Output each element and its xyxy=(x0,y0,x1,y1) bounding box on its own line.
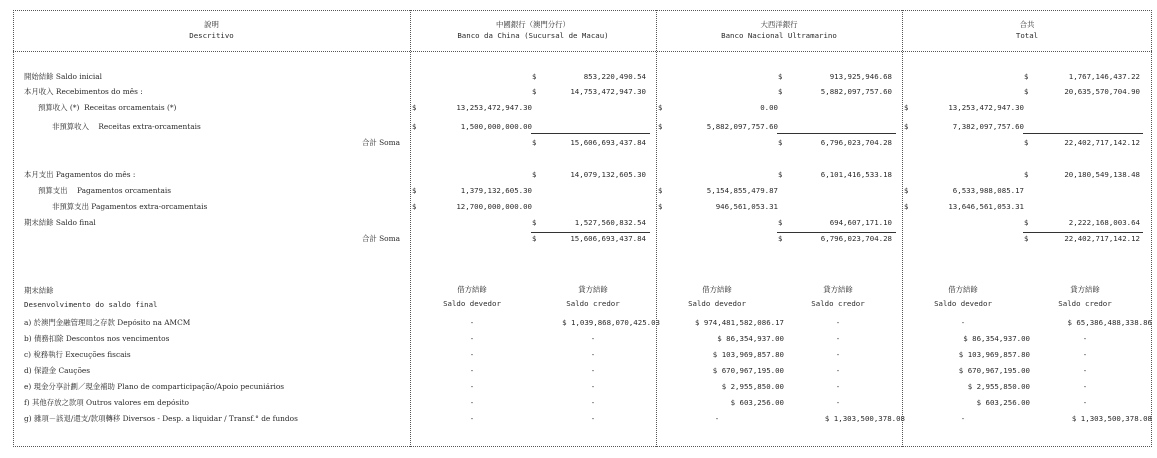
header-bnu-zh: 大西洋銀行 xyxy=(760,20,798,29)
final-col-header-zh: 貸方結餘 xyxy=(823,285,853,294)
final-col-header-pt: Saldo credor xyxy=(566,299,620,308)
sum-line xyxy=(777,133,896,134)
final-col-header-zh: 借方結餘 xyxy=(457,285,487,294)
amount-cell: $ 2,955,850.00 xyxy=(967,382,1030,391)
amount-cell: 5,154,855,479.87 xyxy=(706,186,778,195)
dash-cell: - xyxy=(835,398,841,407)
currency-symbol: $ xyxy=(1024,218,1029,227)
row-label: 非預算收入 Receitas extra-orcamentais xyxy=(52,122,201,131)
dash-cell: - xyxy=(1082,350,1088,359)
amount-cell: 15,606,693,437.84 xyxy=(570,138,646,147)
currency-symbol: $ xyxy=(1024,234,1029,243)
amount-cell: 2,222,168,003.64 xyxy=(1068,218,1140,227)
dash-cell: - xyxy=(1082,334,1088,343)
amount-cell: $ 86,354,937.00 xyxy=(963,334,1030,343)
dash-cell: - xyxy=(590,350,596,359)
currency-symbol: $ xyxy=(412,186,417,195)
currency-symbol: $ xyxy=(778,170,783,179)
amount-cell: $ 103,969,857.80 xyxy=(712,350,784,359)
dash-cell: - xyxy=(960,414,966,423)
amount-cell: 1,527,560,832.54 xyxy=(574,218,646,227)
row-label: 預算支出 Pagamentos orcamentais xyxy=(38,186,172,195)
dash-cell: - xyxy=(469,414,475,423)
amount-cell: 6,101,416,533.18 xyxy=(820,170,892,179)
dash-cell: - xyxy=(590,334,596,343)
dash-cell: - xyxy=(590,382,596,391)
amount-cell: 20,180,549,138.48 xyxy=(1064,170,1140,179)
final-row-label: e) 現金分享計劃／現金補助 Plano de comparticipação/Apoio pecuniários xyxy=(24,382,285,391)
currency-symbol: $ xyxy=(532,138,537,147)
row-label: 期末結餘 Saldo final xyxy=(24,218,96,227)
dash-cell: - xyxy=(590,414,596,423)
row-label: 開始結餘 Saldo inicial xyxy=(24,72,103,81)
currency-symbol: $ xyxy=(778,218,783,227)
amount-cell: 6,796,023,704.28 xyxy=(820,138,892,147)
amount-cell: 694,607,171.10 xyxy=(829,218,892,227)
amount-cell: 853,220,490.54 xyxy=(583,72,646,81)
dash-cell: - xyxy=(469,398,475,407)
dash-cell: - xyxy=(469,382,475,391)
header-divider xyxy=(13,51,1152,52)
amount-cell: 6,796,023,704.28 xyxy=(820,234,892,243)
final-col-header-pt: Saldo credor xyxy=(811,299,865,308)
amount-cell: 6,533,988,085.17 xyxy=(952,186,1024,195)
final-col-header-zh: 借方結餘 xyxy=(948,285,978,294)
currency-symbol: $ xyxy=(1024,138,1029,147)
dash-cell: - xyxy=(590,398,596,407)
currency-symbol: $ xyxy=(412,202,417,211)
currency-symbol: $ xyxy=(658,103,663,112)
amount-cell: $ 974,481,582,086.17 xyxy=(695,318,784,327)
column-divider xyxy=(410,10,411,447)
header-bnu-pt: Banco Nacional Ultramarino xyxy=(721,31,837,40)
currency-symbol: $ xyxy=(532,218,537,227)
sum-line xyxy=(531,133,650,134)
currency-symbol: $ xyxy=(532,72,537,81)
currency-symbol: $ xyxy=(658,122,663,131)
currency-symbol: $ xyxy=(412,122,417,131)
amount-cell: $ 103,969,857.80 xyxy=(958,350,1030,359)
currency-symbol: $ xyxy=(904,186,909,195)
amount-cell: $ 2,955,850.00 xyxy=(721,382,784,391)
header-boc-zh: 中國銀行（澳門分行） xyxy=(496,20,570,29)
currency-symbol: $ xyxy=(904,122,909,131)
dash-cell: - xyxy=(469,318,475,327)
row-label: 非預算支出 Pagamentos extra-orcamentais xyxy=(52,202,208,211)
header-total-pt: Total xyxy=(1015,31,1039,40)
dash-cell: - xyxy=(469,350,475,359)
amount-cell: 913,925,946.68 xyxy=(829,72,892,81)
header-boc-pt: Banco da China (Sucursal de Macau) xyxy=(457,31,609,40)
sum-line xyxy=(531,232,650,233)
final-row-label: d) 保證金 Cauções xyxy=(24,366,91,375)
currency-symbol: $ xyxy=(778,87,783,96)
amount-cell: $ 1,303,500,378.08 xyxy=(1071,414,1152,423)
final-col-header-pt: Saldo devedor xyxy=(688,299,746,308)
currency-symbol: $ xyxy=(532,234,537,243)
currency-symbol: $ xyxy=(904,202,909,211)
final-col-header-zh: 貸方結餘 xyxy=(578,285,608,294)
final-col-header-pt: Saldo devedor xyxy=(443,299,501,308)
row-label: 本月支出 Pagamentos do mês : xyxy=(24,170,136,179)
final-row-label: f) 其他存放之款項 Outros valores em depósito xyxy=(24,398,190,407)
amount-cell: 13,646,561,053.31 xyxy=(948,202,1024,211)
row-label: 本月收入 Recebimentos do mês : xyxy=(24,87,143,96)
final-col-header-zh: 貸方結餘 xyxy=(1070,285,1100,294)
amount-cell: 1,379,132,605.30 xyxy=(460,186,532,195)
currency-symbol: $ xyxy=(412,103,417,112)
final-title-zh: 期末結餘 xyxy=(24,286,54,295)
dash-cell: - xyxy=(1082,398,1088,407)
currency-symbol: $ xyxy=(1024,170,1029,179)
header-desc-pt: Descritivo xyxy=(189,31,234,40)
amount-cell: $ 670,967,195.00 xyxy=(712,366,784,375)
amount-cell: 15,606,693,437.84 xyxy=(570,234,646,243)
dash-cell: - xyxy=(960,318,966,327)
final-col-header-zh: 借方結餘 xyxy=(702,285,732,294)
currency-symbol: $ xyxy=(1024,72,1029,81)
sum-line xyxy=(777,232,896,233)
dash-cell: - xyxy=(835,334,841,343)
dash-cell: - xyxy=(469,334,475,343)
dash-cell: - xyxy=(835,382,841,391)
sum-line xyxy=(1023,133,1143,134)
amount-cell: 22,402,717,142.12 xyxy=(1064,234,1140,243)
amount-cell: 0.00 xyxy=(760,103,778,112)
currency-symbol: $ xyxy=(778,234,783,243)
currency-symbol: $ xyxy=(1024,87,1029,96)
amount-cell: 14,753,472,947.30 xyxy=(570,87,646,96)
currency-symbol: $ xyxy=(778,138,783,147)
row-label: 預算收入 (*) Receitas orcamentais (*) xyxy=(38,103,177,112)
final-title-pt: Desenvolvimento do saldo final xyxy=(24,300,158,309)
amount-cell: 12,700,000,000.00 xyxy=(456,202,532,211)
currency-symbol: $ xyxy=(658,186,663,195)
amount-cell: 13,253,472,947.30 xyxy=(456,103,532,112)
amount-cell: $ 86,354,937.00 xyxy=(717,334,784,343)
amount-cell: $ 603,256.00 xyxy=(730,398,784,407)
dash-cell: - xyxy=(590,366,596,375)
amount-cell: $ 603,256.00 xyxy=(976,398,1030,407)
amount-cell: $ 65,386,488,338.86 xyxy=(1067,318,1152,327)
amount-cell: 7,382,097,757.60 xyxy=(952,122,1024,131)
dash-cell: - xyxy=(1082,382,1088,391)
final-col-header-pt: Saldo devedor xyxy=(934,299,992,308)
final-col-header-pt: Saldo credor xyxy=(1058,299,1112,308)
amount-cell: 13,253,472,947.30 xyxy=(948,103,1024,112)
amount-cell: 1,767,146,437.22 xyxy=(1068,72,1140,81)
final-row-label: c) 稅務執行 Execuções fiscais xyxy=(24,350,131,359)
dash-cell: - xyxy=(835,350,841,359)
currency-symbol: $ xyxy=(532,170,537,179)
amount-cell: 20,635,570,704.90 xyxy=(1064,87,1140,96)
row-label: 合計 Soma xyxy=(361,138,400,147)
amount-cell: 22,402,717,142.12 xyxy=(1064,138,1140,147)
final-row-label: g) 雜項－該退/還支/款項轉移 Diversos - Desp. a liquidar / Transf.° de fundos xyxy=(24,414,298,423)
dash-cell: - xyxy=(714,414,720,423)
final-row-label: a) 於澳門金融管理局之存款 Depósito na AMCM xyxy=(24,318,191,327)
amount-cell: 5,882,097,757.60 xyxy=(706,122,778,131)
dash-cell: - xyxy=(835,366,841,375)
dash-cell: - xyxy=(1082,366,1088,375)
currency-symbol: $ xyxy=(904,103,909,112)
header-desc-zh: 說明 xyxy=(204,20,219,29)
amount-cell: 1,500,000,000.00 xyxy=(460,122,532,131)
amount-cell: 14,079,132,605.30 xyxy=(570,170,646,179)
amount-cell: $ 1,039,868,070,425.03 xyxy=(562,318,660,327)
amount-cell: 5,882,097,757.60 xyxy=(820,87,892,96)
dash-cell: - xyxy=(835,318,841,327)
amount-cell: 946,561,053.31 xyxy=(715,202,778,211)
currency-symbol: $ xyxy=(658,202,663,211)
currency-symbol: $ xyxy=(778,72,783,81)
amount-cell: $ 670,967,195.00 xyxy=(958,366,1030,375)
sum-line xyxy=(1023,232,1143,233)
header-total-zh: 合共 xyxy=(1019,20,1035,29)
dash-cell: - xyxy=(469,366,475,375)
currency-symbol: $ xyxy=(532,87,537,96)
final-row-label: b) 債務扣除 Descontos nos vencimentos xyxy=(24,334,170,343)
amount-cell: $ 1,303,500,378.08 xyxy=(824,414,905,423)
row-label: 合計 Soma xyxy=(361,234,400,243)
